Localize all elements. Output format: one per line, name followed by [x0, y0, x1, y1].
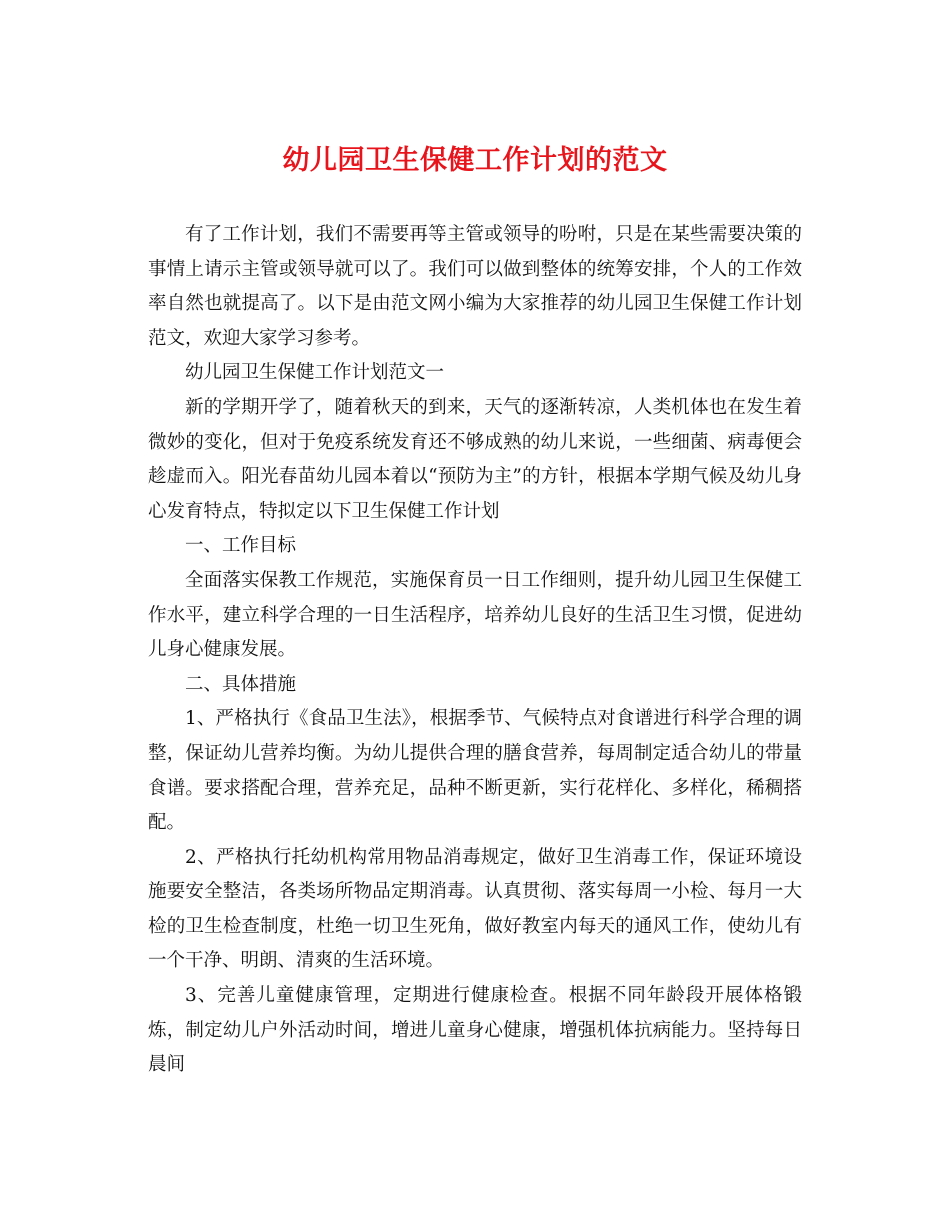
goals-paragraph: 全面落实保教工作规范，实施保育员一日工作细则，提升幼儿园卫生保健工作水平，建立科学合理的一日生活程序，培养幼儿良好的生活卫生习惯，促进幼儿身心健康发展。	[148, 569, 802, 661]
document-body	[148, 218, 802, 1083]
section-heading-goals: 一、工作目标	[185, 535, 297, 557]
section-heading-measures: 二、具体措施	[185, 673, 297, 695]
document-title: 幼儿园卫生保健工作计划的范文	[282, 145, 668, 176]
background-paragraph: 新的学期开学了，随着秋天的到来，天气的逐渐转凉，人类机体也在发生着微妙的变化，但对于免疫系统发育还不够成熟的幼儿来说，一些细菌、病毒便会趁虚而入。阳光春苗幼儿园本着以“预防为主”的方针，根据本学期气候及幼儿身心发育特点，特拟定以下卫生保健工作计划	[148, 396, 802, 522]
measure-paragraph-1: 1、严格执行《食品卫生法》，根据季节、气候特点对食谱进行科学合理的调整，保证幼儿营养均衡。为幼儿提供合理的膳食营养，每周制定适合幼儿的带量食谱。要求搭配合理，营养充足，品种不断更新，实行花样化、多样化，稀稠搭配。	[148, 708, 802, 834]
intro-paragraph: 有了工作计划，我们不需要再等主管或领导的吩咐，只是在某些需要决策的事情上请示主管或领导就可以了。我们可以做到整体的统筹安排，个人的工作效率自然也就提高了。以下是由范文网小编为大家推荐的幼儿园卫生保健工作计划范文，欢迎大家学习参考。	[148, 224, 802, 349]
measure-paragraph-3: 3、完善儿童健康管理，定期进行健康检查。根据不同年龄段开展体格锻炼，制定幼儿户外活动时间，增进儿童身心健康，增强机体抗病能力。坚持每日晨间	[148, 985, 802, 1076]
measure-paragraph-2: 2、严格执行托幼机构常用物品消毒规定，做好卫生消毒工作，保证环境设施要安全整洁，各类场所物品定期消毒。认真贯彻、落实每周一小检、每月一大检的卫生检查制度，杜绝一切卫生死角，做好教室内每天的通风工作，使幼儿有一个干净、明朗、清爽的生活环境。	[148, 846, 802, 972]
section-heading-sample-one: 幼儿园卫生保健工作计划范文一	[185, 362, 445, 384]
